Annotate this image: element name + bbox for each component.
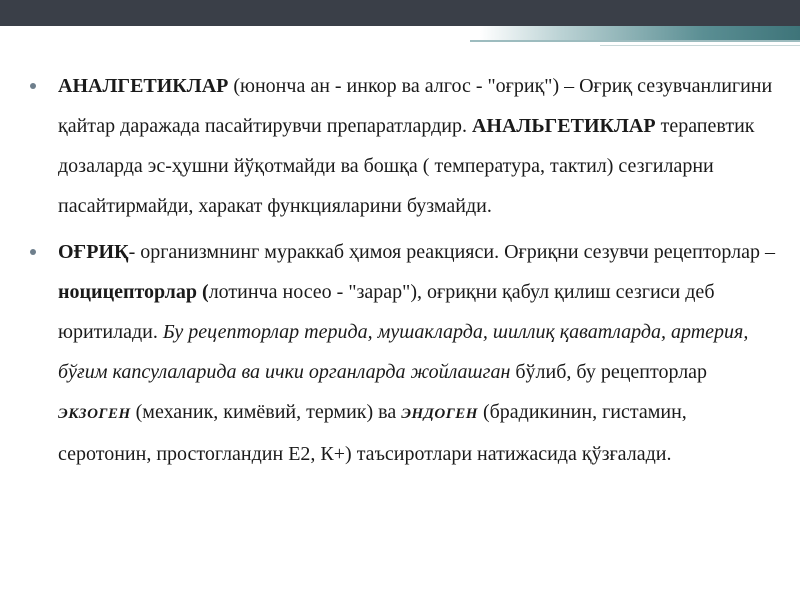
- text-segment: - организмнинг мураккаб ҳимоя реакцияси. Оғриқни сезувчи рецепторлар –: [128, 241, 775, 263]
- term-endogen: ЭНДОГЕН: [401, 406, 478, 422]
- bullet-dot-icon: [30, 249, 36, 255]
- term-analgetiklar-soft: АНАЛЬГЕТИКЛАР: [471, 115, 656, 137]
- slide-content: [28, 66, 778, 480]
- text-segment: (механик, кимёвий, термик) ва: [130, 401, 402, 423]
- slide-accent-strip: [0, 26, 800, 50]
- accent-thin-line: [600, 45, 800, 46]
- slide-header-bar: [0, 0, 800, 26]
- term-analgetiklar: АНАЛГЕТИКЛАР: [58, 75, 229, 97]
- term-exogen: ЭКЗОГЕН: [58, 406, 131, 422]
- accent-gradient: [480, 26, 800, 40]
- italic-receptor-locations: Бу рецепторлар терида, мушакларда, шиллиқ қаватларда, артерия, бўғим капсулаларида ва ички органларда жойлашган: [58, 321, 749, 383]
- term-nociceptors: ноцицепторлар (: [58, 281, 209, 303]
- bullet-analgesics: [28, 66, 778, 226]
- bullet-dot-icon: [30, 83, 36, 89]
- text-segment: терапевтик дозаларда эс-ҳушни йўқотмайди ва бошқа ( температура, тактил) сезгиларни пасайтирмайди, харакат функцияларини бузмайди.: [58, 115, 755, 217]
- bullet-pain: [28, 232, 778, 474]
- text-segment: (брадикинин, гистамин, серотонин, простогландин Е2, К+) таъсиротлари натижасида қўзғалади.: [58, 401, 687, 465]
- accent-line: [470, 40, 800, 42]
- term-ogriq: ОҒРИҚ: [58, 241, 129, 263]
- text-segment: (юнонча ан - инкор ва алгос - "оғриқ") – Оғриқ сезувчанлигини қайтар даражада пасайтирувчи препаратлардир.: [58, 75, 773, 137]
- text-segment: бўлиб, бу рецепторлар: [510, 361, 708, 383]
- text-segment: лотинча носео - "зарар"), оғриқни қабул қилиш сезгиси деб юритилади.: [58, 281, 715, 343]
